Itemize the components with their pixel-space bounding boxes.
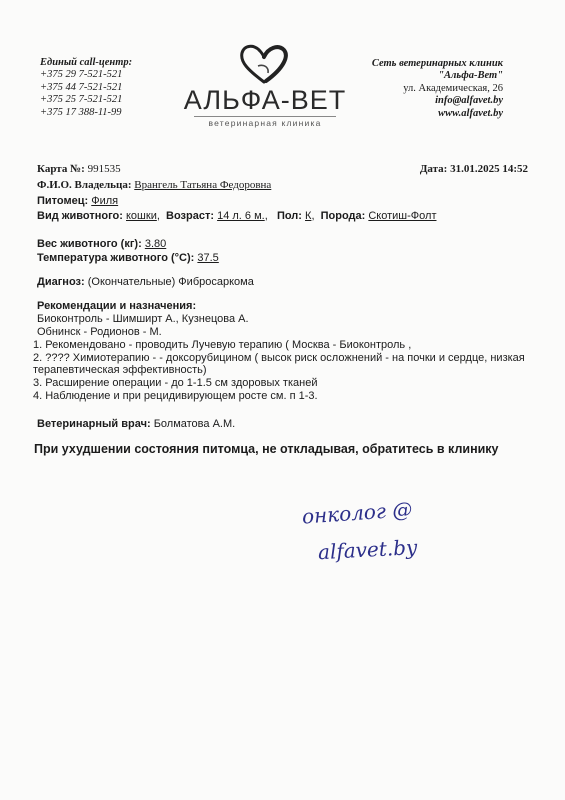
age-label: Возраст: [166, 210, 215, 222]
phone-3: +375 25 7-521-521 [40, 94, 123, 106]
phone-1: +375 29 7-521-521 [40, 69, 123, 81]
date-label: Дата: [419, 163, 448, 175]
network-block [372, 58, 503, 120]
handwriting-line-1: онколог @ [301, 496, 414, 529]
vet-row [37, 418, 235, 430]
owner-value: Врангель Татьяна Федоровна [134, 179, 272, 191]
network-name: "Альфа-Вет" [438, 70, 503, 82]
pet-row [37, 195, 118, 207]
recommendation-line: Обнинск - Родионов - М. [37, 326, 162, 338]
recommendation-line: 3. Расширение операции - до 1-1.5 см здоровых тканей [33, 377, 318, 389]
temperature-value: 37.5 [197, 252, 219, 264]
phone-2: +375 44 7-521-521 [40, 81, 123, 93]
age-value: 14 л. 6 м. [217, 210, 265, 222]
handwritten-note [300, 495, 470, 575]
species-label: Вид животного: [37, 210, 123, 222]
pet-value: Филя [91, 195, 119, 207]
species-value: кошки [126, 210, 157, 222]
network-title: Сеть ветеринарных клиник [371, 58, 503, 69]
recommendations-title: Рекомендации и назначения: [37, 300, 197, 312]
recommendation-line: 4. Наблюдение и при рецидивирующем росте см. п 1-3. [33, 390, 318, 402]
card-number-value: 991535 [87, 163, 121, 175]
vet-name: Болматова А.М. [153, 418, 236, 430]
owner-label: Ф.И.О. Владельца: [37, 179, 132, 191]
brand-subtitle: ветеринарная клиника [194, 116, 336, 128]
sex-value: К [305, 210, 312, 222]
diagnosis-row [37, 276, 254, 288]
phone-4: +375 17 388-11-99 [40, 106, 122, 118]
website: www.alfavet.by [438, 107, 503, 119]
sex-label: Пол: [276, 210, 302, 222]
pet-label: Питомец: [37, 195, 89, 207]
brand-name: АЛЬФА-ВЕТ [183, 85, 347, 115]
owner-row [37, 179, 271, 191]
species-row: Вид животного: кошки, Возраст: 14 л. 6 м., Пол: К, Порода: Скотиш-Фолт [37, 210, 437, 222]
date-value: 31.01.2025 14:52 [450, 163, 528, 175]
heart-icon [238, 42, 290, 86]
recommendation-line: Биоконтроль - Шимширт А., Кузнецова А. [37, 313, 249, 325]
weight-row [37, 238, 166, 250]
weight-label: Вес животного (кг): [37, 238, 142, 250]
breed-value: Скотиш-Фолт [368, 210, 437, 222]
diagnosis-value: (Окончательные) Фибросаркома [87, 276, 254, 288]
vet-label: Ветеринарный врач: [37, 418, 151, 430]
weight-value: 3.80 [144, 238, 167, 250]
recommendation-line: 2. ???? Химиотерапию - - доксорубицином ( высок риск осложнений - на почки и сердце, низкая [33, 352, 525, 364]
recommendation-line: терапевтическая эффективность) [33, 364, 207, 376]
diagnosis-label: Диагноз: [37, 276, 85, 288]
date-row [420, 163, 528, 175]
breed-label: Порода: [320, 210, 366, 222]
address: ул. Академическая, 26 [403, 82, 503, 94]
email: info@alfavet.by [435, 95, 503, 107]
call-center-title: Единый call-центр: [40, 57, 133, 68]
temperature-label: Температура животного (°C): [37, 252, 195, 264]
card-number-row [37, 163, 121, 175]
warning-message: При ухудшении состояния питомца, не откладывая, обратитесь в клинику [34, 442, 499, 456]
recommendation-line: 1. Рекомендовано - проводить Лучевую терапию ( Москва - Биоконтроль , [33, 339, 412, 351]
temperature-row [37, 252, 219, 264]
call-center-block [40, 57, 132, 119]
handwriting-line-2: alfavet.by [317, 535, 418, 565]
card-number-label: Карта №: [37, 163, 85, 175]
